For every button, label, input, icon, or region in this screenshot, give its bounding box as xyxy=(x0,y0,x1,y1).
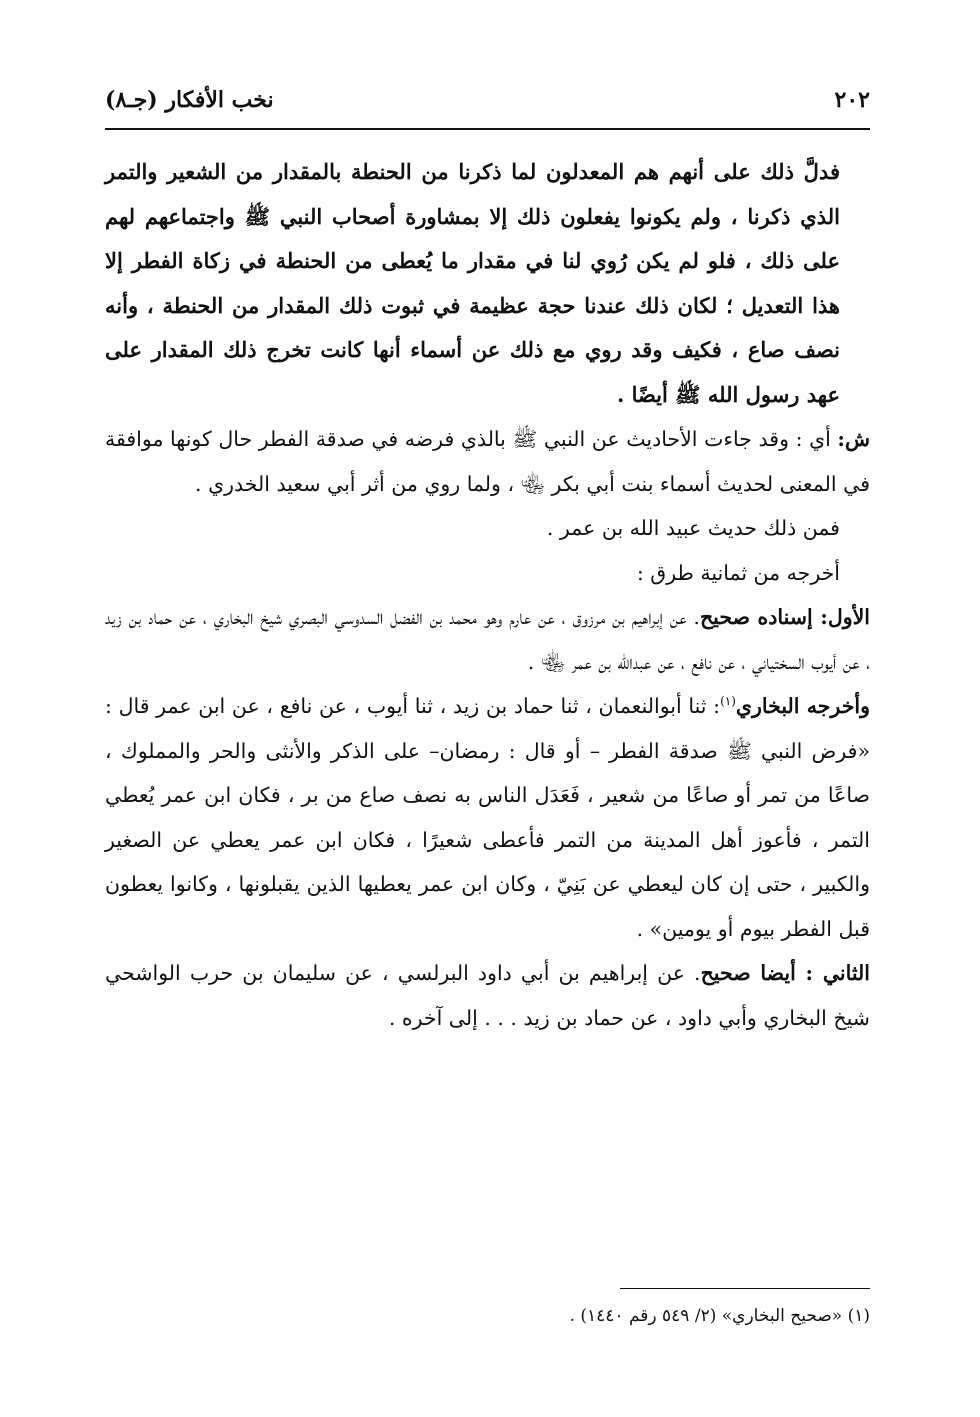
commentary-paragraph xyxy=(105,417,870,506)
first-route-heading: الأول: إسناده صحيح xyxy=(699,605,871,629)
bukhari-heading: وأخرجه البخاري xyxy=(735,694,870,718)
bukhari-text: : ثنا أبوالنعمان ، ثنا حماد بن زيد ، ثنا أيوب ، عن نافع ، عن ابن عمر قال : «فرض النبي ﷺ صدقة الفطر – أو قال : رمضان– على الذكر والأنثى والحر والمملوك ، صاعًا من تمر أو صاعًا من شعير ، فَعَدَل الناس به نصف صاع من بر ، فكان ابن عمر يُعطي التمر ، فأعوز أهل المدينة من التمر فأعطى شعيرًا ، فكان ابن عمر يعطي عن الصغير والكبير ، حتى إن كان ليعطي عن بَنِيّ ، وكان ابن عمر يعطيها الذين يقبلونها ، وكانوا يعطون قبل الفطر بيوم أو يومين» . xyxy=(105,694,870,941)
first-route-text: . عن إبراهيم بن مرزوق ، عن عارم وهو محمد بن الفضل السدوسي البصري شيخ البخاري ، عن حماد بن زيد ، عن أيوب السختياني ، عن نافع ، عن عبدالله بن عمر ﵄ . xyxy=(105,605,870,674)
second-route-paragraph xyxy=(105,951,870,1040)
running-title: نخب الأفكار (جـ٨) xyxy=(105,87,274,113)
commentary-marker: ش: xyxy=(837,427,870,451)
hadith-intro-paragraph: فمن ذلك حديث عبيد الله بن عمر . xyxy=(546,516,840,540)
footnote-reference: (١) xyxy=(720,694,736,709)
commentary-text: أي : وقد جاءت الأحاديث عن النبي ﷺ بالذي فرضه في صدقة الفطر حال كونها موافقة في المعنى لحديث أسماء بنت أبي بكر ﵄ ، ولما روي من أثر أبي سعيد الخدري . xyxy=(105,427,870,496)
book-page xyxy=(105,70,870,1360)
page-header xyxy=(105,82,870,118)
routes-intro-paragraph: أخرجه من ثمانية طرق : xyxy=(636,560,840,585)
quoted-text-paragraph: فدلَّ ذلك على أنهم هم المعدلون لما ذكرنا من الحنطة بالمقدار من الشعير والتمر الذي ذكرنا ، ولم يكونوا يفعلون ذلك إلا بمشاورة أصحاب النبي ﷺ واجتماعهم لهم على ذلك ، فلو لم يكن رُوي لنا في مقدار ما يُعطى من الحنطة في زكاة الفطر إلا هذا التعديل ؛ لكان ذلك عندنا حجة عظيمة في ثبوت ذلك المقدار من الحنطة ، وأنه نصف صاع ، فكيف وقد روي مع ذلك عن أسماء أنها كانت تخرج ذلك المقدار على عهد رسول الله ﷺ أيضًا . xyxy=(105,159,840,407)
bukhari-paragraph xyxy=(105,684,870,951)
second-route-heading: الثاني : أيضا صحيح xyxy=(700,961,870,985)
first-route-paragraph xyxy=(105,595,870,684)
header-divider xyxy=(105,128,870,130)
page-number: ٢٠٢ xyxy=(834,87,870,113)
footnote-divider xyxy=(620,1288,870,1289)
footnote: (١) «صحيح البخاري» (٢/ ٥٤٩ رقم ١٤٤٠) . xyxy=(569,1306,870,1326)
second-route-text: . عن إبراهيم بن أبي داود البرلسي ، عن سليمان بن حرب الواشحي شيخ البخاري وأبي داود ، عن حماد بن زيد . . . إلى آخره . xyxy=(105,961,870,1030)
main-text xyxy=(105,150,870,1040)
